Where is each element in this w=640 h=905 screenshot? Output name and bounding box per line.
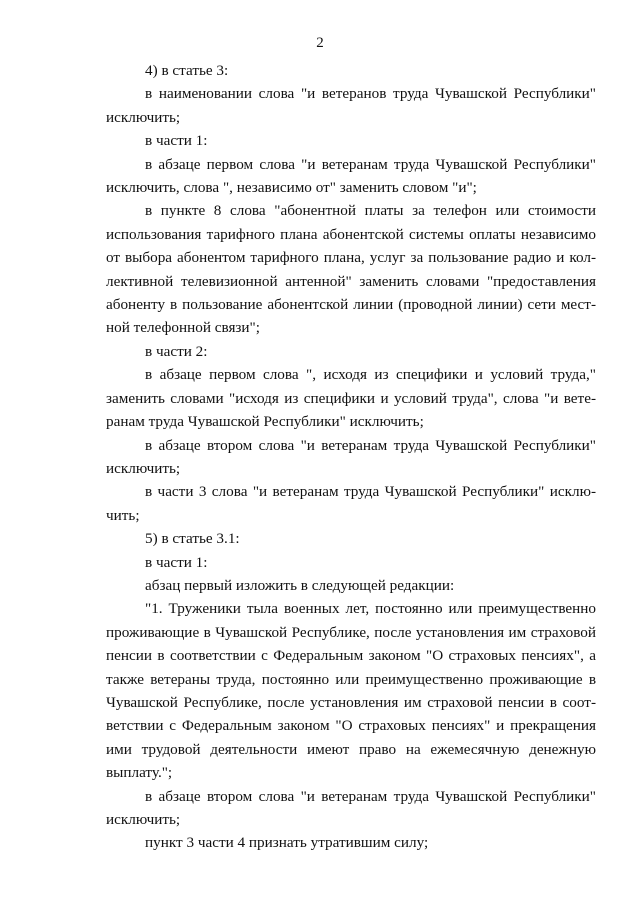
paragraph: в части 1: <box>145 132 208 150</box>
paragraph: в абзаце первом слова ", исходя из специфики и условий труда," заменить словами "исходя из специфики и условий труда", слова "и ветеранам труда Чувашской Республики" исключить; <box>106 366 596 431</box>
paragraph: в пункте 8 слова "абонентной платы за телефон или стоимости использования тарифного плана абонентской системы оплаты независимо от выбора абонентом тарифного плана, услуг за пользование радио и коллективной телевизионной антенной" заменить словами "предоставления абоненту в пользование абонентской линии (проводной линии) сети местной телефонной связи"; <box>106 202 596 337</box>
document-body <box>106 59 596 855</box>
paragraph: "1. Труженики тыла военных лет, постоянно или преимущественно проживающие в Чувашской Республике, после установления им страховой пенсии в соответствии с Федеральным законом "О страховых пенсиях", а также ветераны труда, постоянно или преимущественно проживающие в Чувашской Республике, после установления им страховой пенсии в соответствии с Федеральным законом "О страховых пенсиях" и прекращения ими трудовой деятельности имеют право на ежемесячную денежную выплату."; <box>106 600 596 782</box>
paragraph: в части 1: <box>145 553 208 571</box>
paragraph: пункт 3 части 4 признать утратившим силу; <box>145 834 429 852</box>
paragraph: в части 3 слова "и ветеранам труда Чувашской Республики" исключить; <box>106 483 596 524</box>
paragraph: в части 2: <box>145 342 208 360</box>
paragraph-article-3-1-heading: 5) в статье 3.1: <box>145 530 240 548</box>
paragraph: в абзаце втором слова "и ветеранам труда Чувашской Республики" исключить; <box>106 436 596 477</box>
paragraph: в абзаце втором слова "и ветеранам труда Чувашской Республики" исключить; <box>106 787 596 828</box>
paragraph: в наименовании слова "и ветеранов труда Чувашской Республики" исключить; <box>106 85 596 126</box>
paragraph: абзац первый изложить в следующей редакции: <box>145 576 455 594</box>
paragraph: в абзаце первом слова "и ветеранам труда Чувашской Республики" исключить, слова ", независимо от" заменить словом "и"; <box>106 155 596 197</box>
page-number: 2 <box>316 35 324 51</box>
paragraph-article-3-heading: 4) в статье 3: <box>145 62 229 79</box>
